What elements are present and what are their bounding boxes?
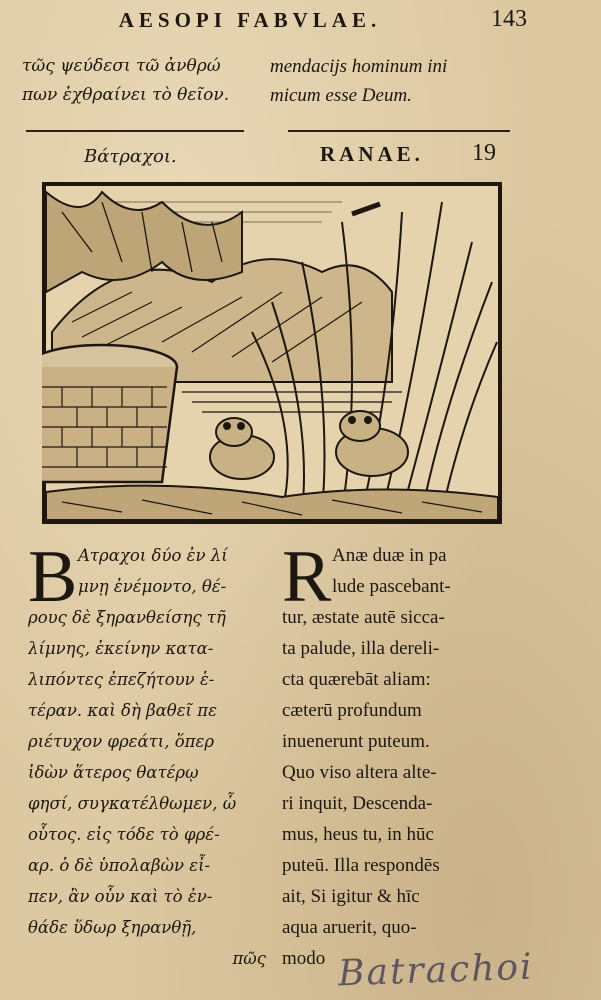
woodcut-illustration [42,182,502,524]
greek-line: λιπόντες ἐπεζήτουν ἑ- [28,670,215,689]
drop-cap-greek: B [28,536,78,618]
latin-line: lude pascebant- [332,576,451,597]
fable-number: 19 [472,140,496,166]
preceding-moral-latin-line: mendacijs hominum ini [270,56,448,77]
preceding-moral-greek-line: πων ἐχθραίνει τὸ θεῖον. [22,85,230,105]
greek-line: Ατραχοι δύο ἐν λί [78,546,228,565]
latin-line: puteū. Illa respondēs [282,855,440,876]
greek-line: μνῃ ἐνέμοντο, θέ- [78,577,227,596]
latin-line: Quo viso altera alte- [282,762,437,783]
divider-rule-left [26,130,244,132]
preceding-moral-latin-line: micum esse Deum. [270,85,412,106]
page-number: 143 [491,6,527,32]
latin-line: cta quærebāt aliam: [282,669,431,690]
latin-line: modo [282,948,326,969]
greek-line: αρ. ὁ δὲ ὑπολαβὼν εἶ- [28,856,211,875]
latin-line: ait, Si igitur & hīc [282,886,420,907]
preceding-moral-greek [22,52,262,110]
latin-line: ri inquit, Descenda- [282,793,433,814]
latin-line: Anæ duæ in pa [332,545,447,566]
greek-line: ρους δὲ ξηρανθείσης τῆ [28,608,226,627]
fable-title-latin: RANAE. [320,142,424,166]
greek-catchword: πῶς [232,949,266,968]
greek-line: φησί, συγκατέλθωμεν, ὦ [28,794,237,813]
pencil-marginalia: Batrachoi [337,946,535,995]
latin-line: cæterū profundum [282,700,422,721]
latin-line: inuenerunt puteum. [282,731,430,752]
greek-line: λίμνης, ἐκείνην κατα- [28,639,214,658]
latin-line: tur, æstate autē sicca- [282,607,445,628]
latin-line: mus, heus tu, in hūc [282,824,434,845]
greek-line: ἰδὼν ἅτερος θατέρῳ [28,763,199,782]
latin-line: ta palude, illa dereli- [282,638,440,659]
greek-line: θάδε ὕδωρ ξηρανθῇ, [28,918,197,937]
greek-text-column [28,536,270,974]
running-head: AESOPI FABVLAE. [118,8,382,32]
greek-line: πεν, ἂν οὖν καὶ τὸ ἐν- [28,887,213,906]
greek-line: τέραν. καὶ δὴ βαθεῖ πε [28,701,217,720]
preceding-moral-latin [270,52,540,110]
divider-rule-right [288,130,510,132]
fable-title-greek: Βάτραχοι. [84,146,177,167]
greek-line: ριέτυχον φρεάτι, ὅπερ [28,732,215,751]
latin-line: aqua aruerit, quo- [282,917,417,938]
preceding-moral-greek-line: τῶς ψεύδεσι τῶ ἀνθρώ [22,56,221,76]
latin-text-column [282,536,520,974]
drop-cap-latin: R [282,536,332,618]
greek-line: οὗτος. εἰς τόδε τὸ φρέ- [28,825,220,844]
